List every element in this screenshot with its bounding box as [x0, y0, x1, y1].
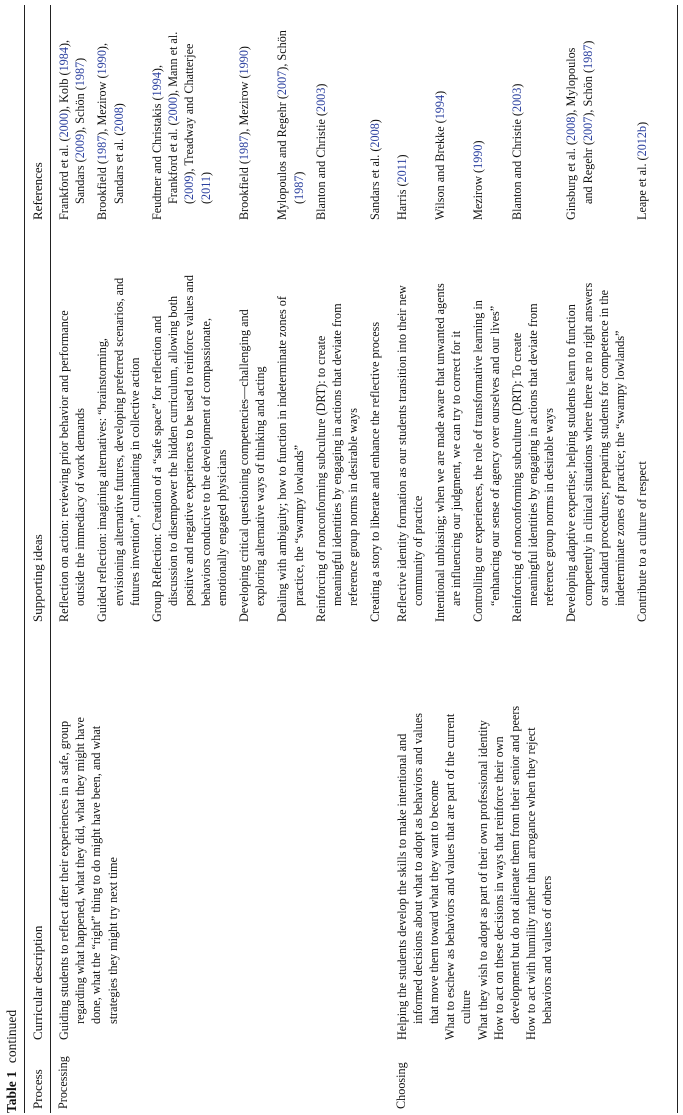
reference-text: Harris ( [394, 182, 409, 220]
reference-text: ( [291, 199, 306, 204]
idea-line: behaviors conducive to the development of compassionate, [198, 317, 213, 606]
reference-text: ), [150, 64, 164, 73]
idea-line: Dealing with ambiguity; how to function in indeterminate zones of [275, 296, 290, 622]
reference-text: Brookfield ( [95, 160, 110, 220]
reference-text: ) [313, 83, 328, 88]
table-label: Table 1 [4, 1071, 19, 1113]
citation-year-link[interactable]: 2003 [313, 87, 328, 113]
description-line: development but do not alienate them from their senior and peers [508, 705, 523, 1024]
reference-text: ) [394, 154, 409, 159]
citation-year-link[interactable]: 2009 [73, 133, 88, 159]
idea-line: Creating a story to liberate and enhance the reflective process [368, 321, 383, 622]
reference-text: ( [182, 199, 197, 204]
citation-year-link[interactable]: 2003 [509, 87, 524, 113]
citation-year-link[interactable]: 1987 [291, 175, 306, 200]
idea-line: Intentional unbiasing; when we are made aware that unwanted agents [433, 283, 447, 622]
choosing-reference [634, 122, 650, 220]
idea-line: or standard procedures; preparing students for competence in the [596, 289, 611, 606]
citation-year-link[interactable]: 2000 [57, 113, 71, 138]
table-caption-text: continued [4, 1009, 19, 1064]
idea-line: reference group norms in desirable ways [346, 408, 361, 606]
reference-text: Blanton and Christie ( [313, 112, 328, 220]
reference-line [563, 41, 579, 221]
citation-year-link[interactable]: 1987 [73, 61, 88, 87]
header-rule [50, 5, 51, 1113]
idea-line: outside the immediacy of work demands [73, 408, 88, 606]
choosing-description [394, 706, 556, 1040]
choosing-supporting-idea [509, 303, 558, 622]
citation-year-link[interactable]: 2011 [198, 176, 213, 200]
description-line: behaviors and values of others [540, 875, 555, 1024]
citation-year-link[interactable]: 1984 [57, 47, 71, 72]
reference-text: Sandars et al. ( [368, 147, 383, 220]
description-line: that move them toward what they want to become [427, 780, 441, 1024]
description-line: How to act on these decisions in ways that reinforce their own [491, 736, 506, 1040]
citation-year-link[interactable]: 1994 [433, 94, 447, 120]
reference-text: Wilson and Brekke ( [433, 119, 447, 220]
processing-reference [274, 30, 306, 220]
reference-text: ) [73, 57, 88, 62]
processing-reference [367, 119, 383, 220]
reference-line [198, 32, 214, 220]
idea-line: Reflective identity formation as our students transition into their new [394, 285, 409, 622]
processing-supporting-idea [149, 275, 230, 622]
idea-line: Contribute to a culture of respect [635, 461, 650, 622]
description-line: What they wish to adopt as part of their own professional identity [475, 720, 490, 1040]
citation-year-link[interactable]: 2012b [635, 125, 650, 157]
reference-text: Feudtner and Christakis ( [150, 96, 164, 220]
table-caption [4, 1010, 20, 1113]
idea-line: are influencing our judgment, we can try to correct for it [449, 330, 464, 606]
idea-line: futures invention”, culminating in collective action [127, 357, 142, 606]
reference-text: ) [580, 40, 595, 45]
idea-line: emotionally engaged physicians [214, 449, 229, 606]
idea-line: Reflection on action: reviewing prior behavior and performance [57, 310, 71, 622]
citation-year-link[interactable]: 1987 [237, 135, 251, 161]
reference-text: ) [368, 119, 383, 124]
citation-year-link[interactable]: 2008 [368, 123, 383, 148]
reference-text: ( [198, 199, 213, 204]
reference-line [291, 30, 307, 220]
processing-reference [313, 84, 329, 220]
idea-line: discussion to disempower the hidden curriculum, allowing both [166, 295, 181, 606]
idea-line: meaningful identities by engaging in actions that deviate from [330, 303, 344, 606]
choosing-supporting-idea [470, 300, 502, 622]
header-references: References [30, 162, 45, 220]
processing-supporting-idea [313, 303, 362, 622]
reference-text: ) [471, 140, 486, 145]
choosing-supporting-idea [634, 461, 650, 622]
top-rule [24, 5, 25, 1113]
reference-line [634, 122, 650, 220]
reference-line [236, 46, 252, 220]
reference-text: Blanton and Christie ( [509, 112, 524, 220]
idea-line: Guided reflection: imagining alternatives: “brainstorming, [95, 338, 110, 622]
idea-line: indeterminate zones of practice; the “swampy lowlands” [613, 330, 627, 606]
processing-supporting-idea [236, 309, 268, 622]
processing-description [56, 717, 121, 1040]
reference-line [274, 30, 290, 220]
idea-line: exploring alternative ways of thinking and acting [253, 366, 268, 606]
processing-supporting-idea [367, 322, 383, 622]
processing-reference [94, 43, 126, 220]
citation-year-link[interactable]: 1994 [150, 72, 164, 97]
choosing-reference [394, 154, 410, 220]
process-choosing: Choosing [393, 1062, 408, 1109]
idea-line: Developing critical questioning competencies—challenging and [237, 309, 251, 622]
citation-year-link[interactable]: 1990 [95, 50, 110, 75]
reference-line [111, 43, 127, 220]
idea-line: Group Reflection: Creation of a “safe space” for reflection and [150, 315, 164, 622]
idea-line: positive and negative experiences to be used to reinforce values and [182, 275, 197, 606]
idea-line: Reinforcing of nonconforming subculture (DRT): To create [509, 332, 524, 622]
idea-line: Reinforcing of nonconforming subculture (DRT): to create [313, 335, 328, 622]
reference-line [72, 40, 88, 220]
choosing-supporting-idea [432, 283, 464, 622]
idea-line: envisioning alternative futures, developing preferred scenarios, and [111, 277, 126, 606]
choosing-reference [470, 140, 486, 220]
citation-year-link[interactable]: 2011 [394, 158, 409, 183]
description-line: strategies they might try next time [105, 857, 120, 1024]
reference-line [367, 119, 383, 220]
choosing-reference [563, 41, 595, 221]
reference-text: ) [237, 46, 251, 51]
reference-text: ), Schön ( [73, 86, 88, 134]
description-line: Helping the students develop the skills to make intentional and [394, 733, 409, 1040]
description-line: How to act with humility rather than arrogance when they reject [524, 727, 539, 1040]
reference-line [432, 91, 448, 220]
description-line: done, what the “right” thing to do might have been, and what [89, 725, 104, 1024]
idea-line: Controlling our experiences, the role of transformative learning in [471, 300, 486, 622]
citation-year-link[interactable]: 1990 [237, 50, 251, 75]
citation-year-link[interactable]: 2007 [275, 70, 290, 96]
reference-line [149, 32, 165, 220]
choosing-supporting-idea [394, 285, 426, 622]
description-line: culture [459, 990, 474, 1024]
process-processing: Processing [56, 1056, 70, 1109]
idea-line: Developing adaptive expertise; helping students learn to function [564, 304, 579, 622]
reference-text: ) [433, 90, 447, 95]
citation-year-link[interactable]: 1987 [580, 44, 595, 69]
processing-reference [56, 40, 88, 220]
reference-text: Mezirow ( [471, 168, 486, 220]
reference-text: ), Mylopoulos [564, 47, 579, 117]
citation-year-link[interactable]: 1987 [95, 135, 110, 161]
description-line: Guiding students to reflect after their experiences in a safe, group [57, 720, 71, 1040]
reference-text: ), Mezirow ( [95, 74, 110, 136]
reference-text: ) [291, 171, 306, 176]
header-supporting-ideas: Supporting ideas [30, 534, 45, 622]
header-process: Process [30, 1069, 45, 1109]
idea-line: meaningful identities by engaging in actions that deviate from [526, 303, 540, 606]
reference-text: Mylopoulos and Regehr ( [275, 95, 290, 220]
idea-line: competently in clinical situations where there are no right answers [580, 282, 595, 606]
reference-text: ), Treadway and Chatterjee [182, 43, 197, 176]
idea-line: reference group norms in desirable ways [542, 408, 557, 606]
idea-line: “enhancing our sense of agency over ourselves and our lives” [487, 305, 502, 606]
reference-text: ) [111, 103, 126, 108]
reference-line [313, 84, 329, 220]
description-line: What to eschew as behaviors and values that are part of the current [443, 713, 458, 1040]
reference-line [509, 84, 525, 220]
reference-text: ), Kolb ( [57, 71, 71, 114]
description-line: informed decisions about what to adopt as behaviors and values [410, 712, 425, 1024]
reference-text: ), Mezirow ( [237, 74, 251, 136]
reference-text: Sandars ( [73, 158, 88, 204]
reference-text: and Regehr ( [580, 141, 595, 204]
processing-supporting-idea [274, 296, 306, 622]
processing-supporting-idea [94, 278, 143, 622]
citation-year-link[interactable]: 2009 [182, 175, 197, 200]
citation-year-link[interactable]: 2008 [111, 107, 126, 132]
reference-text: ), Mann et al. [166, 31, 181, 98]
reference-text: ) [635, 121, 650, 126]
description-line: regarding what happened, what they did, what they might have [73, 717, 88, 1024]
reference-text: ), [95, 42, 110, 51]
reference-text: Frankford et al. ( [166, 121, 181, 204]
reference-text: Frankford et al. ( [57, 137, 71, 220]
choosing-reference [509, 84, 525, 220]
bottom-rule [677, 5, 678, 1113]
processing-reference [236, 46, 252, 220]
reference-line [94, 43, 110, 220]
reference-text: Brookfield ( [237, 160, 251, 220]
citation-year-link[interactable]: 1990 [471, 144, 486, 169]
reference-line [165, 32, 181, 220]
reference-line [394, 154, 410, 220]
idea-line: community of practice [410, 495, 425, 606]
reference-text: ), Schön [275, 30, 290, 71]
idea-line: practice, the “swampy lowlands” [291, 444, 306, 606]
header-curricular-description: Curricular description [30, 925, 45, 1040]
reference-text: Ginsburg et al. ( [564, 141, 579, 220]
processing-supporting-idea [56, 310, 88, 622]
reference-text: Leape et al. ( [635, 156, 650, 220]
choosing-supporting-idea [563, 283, 628, 622]
reference-line [580, 41, 596, 221]
reference-text: Sandars et al. ( [111, 131, 126, 204]
citation-year-link[interactable]: 2008 [564, 116, 579, 142]
reference-text: ), [57, 39, 71, 48]
reference-text: ) [198, 171, 213, 176]
reference-text: ), Schön ( [580, 68, 595, 117]
reference-text: ) [509, 83, 524, 88]
choosing-reference [432, 91, 448, 220]
reference-line [470, 140, 486, 220]
citation-year-link[interactable]: 2007 [580, 116, 595, 142]
citation-year-link[interactable]: 2000 [166, 97, 181, 122]
processing-reference [149, 32, 214, 220]
reference-line [181, 32, 197, 220]
reference-line [56, 40, 72, 220]
